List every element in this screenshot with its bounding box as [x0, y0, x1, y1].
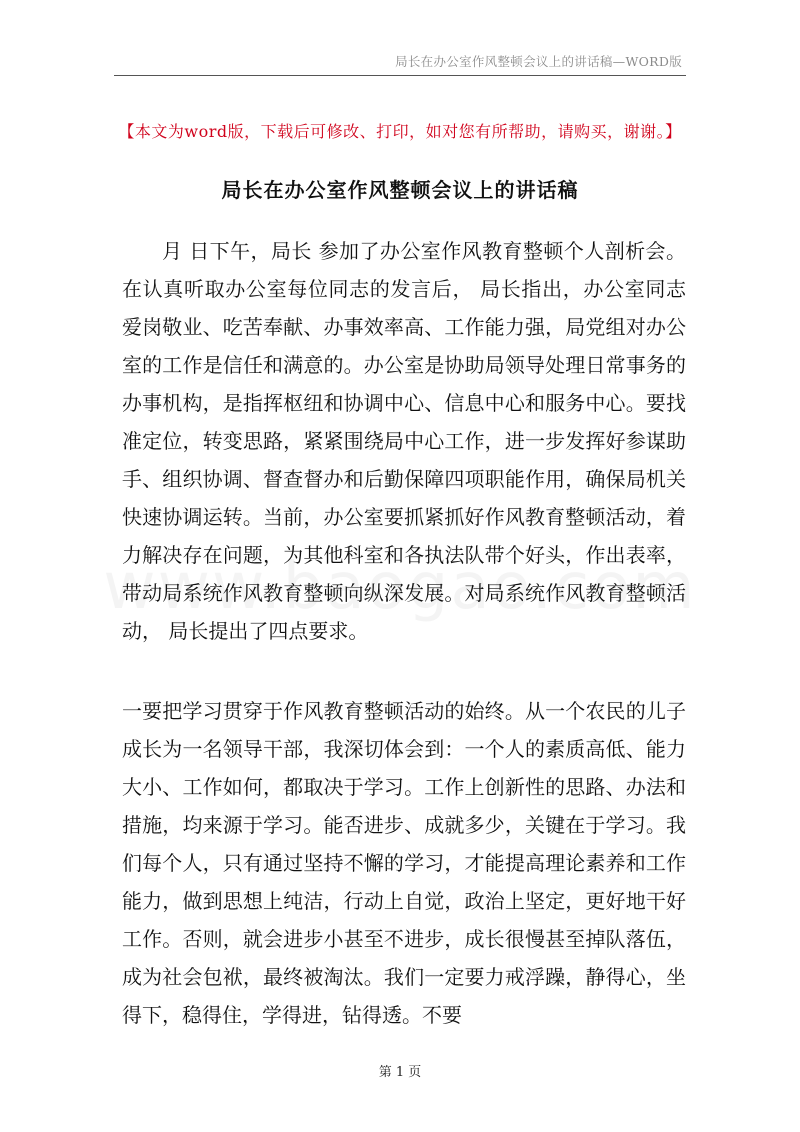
document-title: 局长在办公室作风整顿会议上的讲话稿	[221, 178, 579, 202]
running-header: 局长在办公室作风整顿会议上的讲话稿—WORD版	[395, 54, 682, 69]
body-paragraph-1: 月 日下午，局长 参加了办公室作风教育整顿个人剖析会。在认真听取办公室每位同志的发言后， 局长指出，办公室同志爱岗敬业、吃苦奉献、办事效率高、工作能力强，局党组对办公室的工作是信任和满意的。办公室是协助局领导处理日常事务的办事机构，是指挥枢纽和协调中心、信息中心和服务中心。要找准定位，转变思路，紧紧围绕局中心工作，进一步发挥好参谋助手、组织协调、督查督办和后勤保障四项职能作用，确保局机关快速协调运转。当前，办公室要抓紧抓好作风教育整顿活动，着力解决存在问题，为其他科室和各执法队带个好头，作出表率，带动局系统作风教育整顿向纵深发展。对局系统作风教育整顿活动， 局长提出了四点要求。	[122, 239, 686, 643]
purchase-notice: 【本文为word版，下载后可修改、打印，如对您有所帮助，请购买，谢谢。】	[118, 122, 682, 141]
body-paragraph-2: 一要把学习贯穿于作风教育整顿活动的始终。从一个农民的儿子成长为一名领导干部，我深切体会到：一个人的素质高低、能力大小、工作如何，都取决于学习。工作上创新性的思路、办法和措施，均来源于学习。能否进步、成就多少，关键在于学习。我们每个人，只有通过坚持不懈的学习，才能提高理论素养和工作能力，做到思想上纯洁，行动上自觉，政治上坚定，更好地干好工作。否则，就会进步小甚至不进步，成长很慢甚至掉队落伍，成为社会包袱，最终被淘汰。我们一定要力戒浮躁，静得心，坐得下，稳得住，学得进，钻得透。不要	[122, 699, 686, 1027]
page-number: 第 1 页	[378, 1065, 422, 1080]
header-divider	[114, 75, 686, 76]
